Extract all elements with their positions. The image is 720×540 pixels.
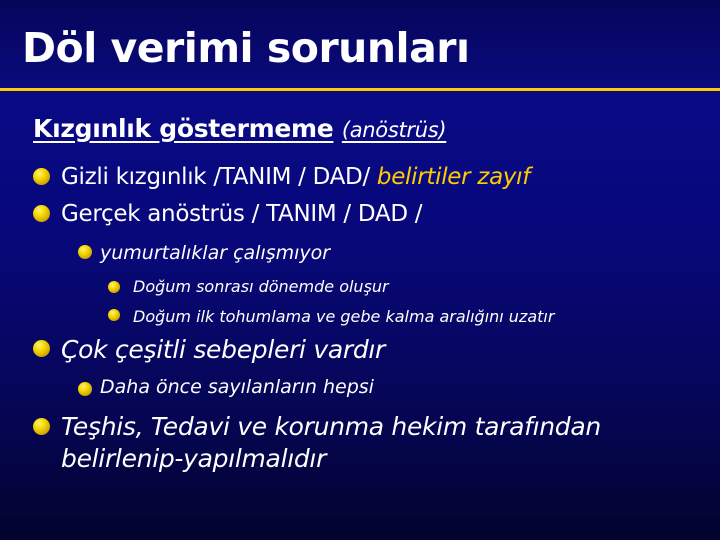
list-item: Teşhis, Tedavi ve korunma hekim tarafından xyxy=(61,412,601,441)
section-heading-main: Kızgınlık göstermeme xyxy=(33,114,334,143)
title-divider xyxy=(0,88,720,91)
bullet-icon xyxy=(33,205,50,222)
list-item-text: Gizli kızgınlık /TANIM / DAD/ xyxy=(61,164,370,190)
bullet-icon xyxy=(33,168,50,185)
list-item: Doğum ilk tohumlama ve gebe kalma aralığını uzatır xyxy=(133,307,555,326)
bullet-icon xyxy=(33,340,50,357)
bullet-icon xyxy=(78,245,92,259)
list-item-continuation: belirlenip-yapılmalıdır xyxy=(61,444,327,473)
list-item: Gerçek anöstrüs / TANIM / DAD / xyxy=(61,201,423,227)
bullet-icon xyxy=(108,309,120,321)
bullet-icon xyxy=(33,418,50,435)
list-item xyxy=(61,162,530,192)
list-item-accent: belirtiler zayıf xyxy=(376,164,531,190)
list-item: Daha önce sayılanların hepsi xyxy=(100,376,374,398)
bullet-icon xyxy=(78,382,92,396)
list-item: Çok çeşitli sebepleri vardır xyxy=(61,335,386,364)
section-heading xyxy=(33,113,446,146)
section-heading-note: (anöstrüs) xyxy=(341,118,447,142)
list-item: Doğum sonrası dönemde oluşur xyxy=(133,277,389,296)
slide-title: Döl verimi sorunları xyxy=(22,24,470,72)
list-item: yumurtalıklar çalışmıyor xyxy=(100,242,331,264)
bullet-icon xyxy=(108,281,120,293)
